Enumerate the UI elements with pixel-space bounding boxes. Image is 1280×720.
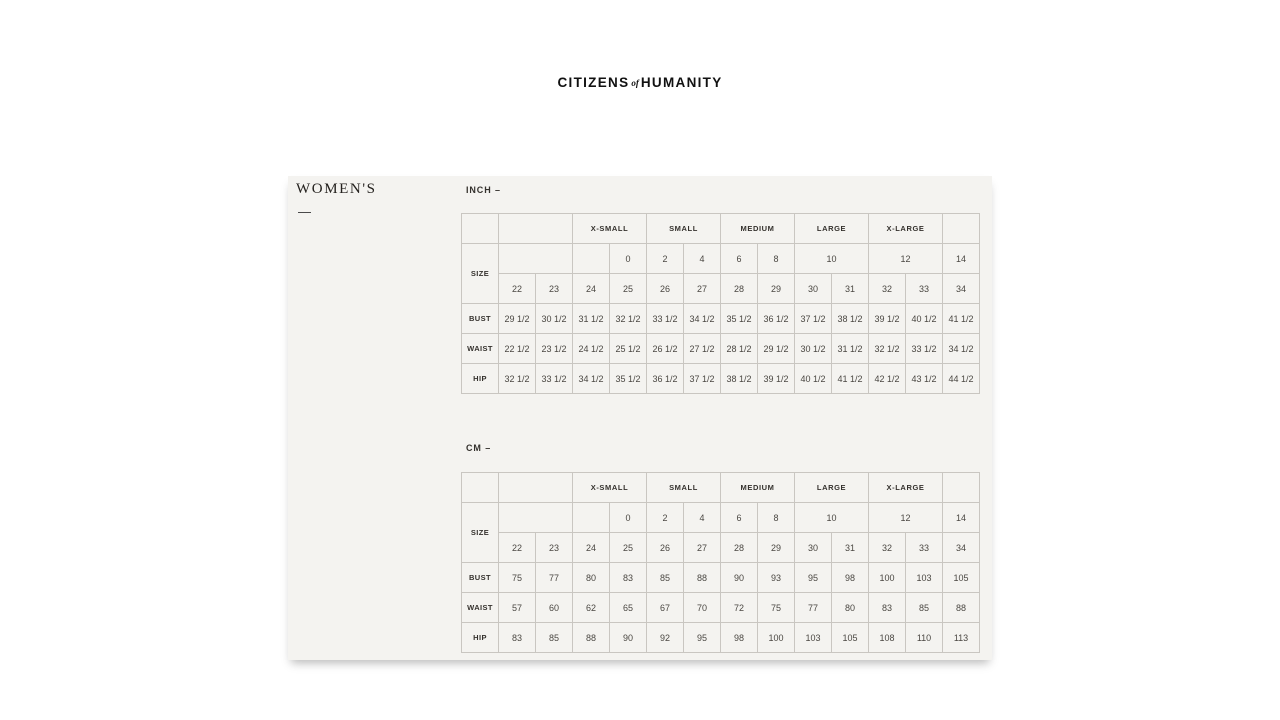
measure-value-cell: 32 1/2: [869, 334, 906, 364]
numeric-size-cell: [499, 503, 573, 533]
measure-value-cell: 26 1/2: [647, 334, 684, 364]
measure-value-cell: 57: [499, 593, 536, 623]
measure-value-cell: 98: [721, 623, 758, 653]
measure-value-cell: 77: [536, 563, 573, 593]
measure-value-cell: 83: [610, 563, 647, 593]
size-row-label: SIZE: [462, 244, 499, 304]
measure-value-cell: 24 1/2: [573, 334, 610, 364]
measure-row-label: WAIST: [462, 593, 499, 623]
measure-value-cell: 88: [684, 563, 721, 593]
numeric-size-cell: [573, 244, 610, 274]
numeric-size-cell: 12: [869, 244, 943, 274]
measure-value-cell: 27 1/2: [684, 334, 721, 364]
measure-row-label: BUST: [462, 304, 499, 334]
numeric-size-cell: 8: [758, 244, 795, 274]
measure-value-cell: 90: [721, 563, 758, 593]
measure-value-cell: 80: [573, 563, 610, 593]
numeric-size-cell: 10: [795, 244, 869, 274]
group-header-cell: X-LARGE: [869, 473, 943, 503]
measure-value-cell: 85: [906, 593, 943, 623]
inch-heading: INCH –: [466, 185, 501, 195]
measure-value-cell: 39 1/2: [869, 304, 906, 334]
measure-value-cell: 37 1/2: [684, 364, 721, 394]
column-size-cell: 23: [536, 274, 573, 304]
measure-value-cell: 35 1/2: [610, 364, 647, 394]
column-size-cell: 27: [684, 274, 721, 304]
column-size-cell: 34: [943, 533, 980, 563]
size-guide-panel: [288, 176, 992, 660]
measure-value-cell: 31 1/2: [832, 334, 869, 364]
measure-value-cell: 90: [610, 623, 647, 653]
column-size-cell: 31: [832, 533, 869, 563]
measure-value-cell: 75: [758, 593, 795, 623]
group-header-cell: X-SMALL: [573, 473, 647, 503]
numeric-size-cell: 2: [647, 244, 684, 274]
column-size-cell: 23: [536, 533, 573, 563]
measure-value-cell: 105: [943, 563, 980, 593]
column-size-cell: 24: [573, 533, 610, 563]
column-size-cell: 33: [906, 274, 943, 304]
numeric-size-cell: [573, 503, 610, 533]
measure-value-cell: 65: [610, 593, 647, 623]
numeric-size-cell: 14: [943, 503, 980, 533]
measure-value-cell: 33 1/2: [536, 364, 573, 394]
column-size-cell: 30: [795, 274, 832, 304]
measure-value-cell: 38 1/2: [832, 304, 869, 334]
measure-value-cell: 31 1/2: [573, 304, 610, 334]
measure-value-cell: 75: [499, 563, 536, 593]
group-header-cell: LARGE: [795, 473, 869, 503]
group-header-cell: LARGE: [795, 214, 869, 244]
numeric-size-cell: 4: [684, 503, 721, 533]
corner-cell: [462, 214, 499, 244]
column-size-cell: 25: [610, 274, 647, 304]
measure-value-cell: 23 1/2: [536, 334, 573, 364]
measure-value-cell: 93: [758, 563, 795, 593]
column-size-cell: 28: [721, 533, 758, 563]
measure-value-cell: 103: [795, 623, 832, 653]
column-size-cell: 33: [906, 533, 943, 563]
brand-humanity: HUMANITY: [640, 75, 723, 90]
measure-value-cell: 33 1/2: [647, 304, 684, 334]
numeric-size-cell: 4: [684, 244, 721, 274]
measure-value-cell: 38 1/2: [721, 364, 758, 394]
measure-value-cell: 29 1/2: [758, 334, 795, 364]
numeric-size-cell: 0: [610, 503, 647, 533]
brand-of: of: [631, 78, 639, 88]
measure-value-cell: 100: [869, 563, 906, 593]
measure-value-cell: 62: [573, 593, 610, 623]
brand-citizens: CITIZENS: [557, 75, 630, 90]
measure-value-cell: 30 1/2: [795, 334, 832, 364]
measure-value-cell: 28 1/2: [721, 334, 758, 364]
measure-value-cell: 67: [647, 593, 684, 623]
column-size-cell: 25: [610, 533, 647, 563]
measure-value-cell: 95: [684, 623, 721, 653]
measure-value-cell: 34 1/2: [573, 364, 610, 394]
measure-value-cell: 22 1/2: [499, 334, 536, 364]
measure-value-cell: 35 1/2: [721, 304, 758, 334]
measure-value-cell: 108: [869, 623, 906, 653]
column-size-cell: 30: [795, 533, 832, 563]
brand-logo: [0, 74, 1280, 92]
column-size-cell: 24: [573, 274, 610, 304]
group-header-cell: X-SMALL: [573, 214, 647, 244]
measure-value-cell: 85: [647, 563, 684, 593]
column-size-cell: 34: [943, 274, 980, 304]
measure-value-cell: 29 1/2: [499, 304, 536, 334]
measure-value-cell: 37 1/2: [795, 304, 832, 334]
measure-value-cell: 39 1/2: [758, 364, 795, 394]
group-header-cell: [499, 214, 573, 244]
measure-value-cell: 36 1/2: [647, 364, 684, 394]
measure-value-cell: 92: [647, 623, 684, 653]
measure-value-cell: 40 1/2: [906, 304, 943, 334]
measure-value-cell: 33 1/2: [906, 334, 943, 364]
measure-value-cell: 95: [795, 563, 832, 593]
column-size-cell: 28: [721, 274, 758, 304]
measure-value-cell: 88: [943, 593, 980, 623]
cm-heading: CM –: [466, 443, 492, 453]
measure-value-cell: 88: [573, 623, 610, 653]
measure-value-cell: 44 1/2: [943, 364, 980, 394]
size-row-label: SIZE: [462, 503, 499, 563]
measure-value-cell: 32 1/2: [499, 364, 536, 394]
column-size-cell: 31: [832, 274, 869, 304]
column-size-cell: 26: [647, 274, 684, 304]
numeric-size-cell: 2: [647, 503, 684, 533]
measure-row-label: HIP: [462, 623, 499, 653]
measure-row-label: HIP: [462, 364, 499, 394]
measure-value-cell: 30 1/2: [536, 304, 573, 334]
corner-cell: [462, 473, 499, 503]
group-header-cell: SMALL: [647, 473, 721, 503]
column-size-cell: 27: [684, 533, 721, 563]
measure-value-cell: 113: [943, 623, 980, 653]
measure-value-cell: 85: [536, 623, 573, 653]
group-header-cell: MEDIUM: [721, 214, 795, 244]
numeric-size-cell: 8: [758, 503, 795, 533]
womens-category-heading[interactable]: WOMEN'S: [296, 181, 377, 197]
numeric-size-cell: 6: [721, 503, 758, 533]
measure-row-label: BUST: [462, 563, 499, 593]
measure-value-cell: 70: [684, 593, 721, 623]
measure-value-cell: 103: [906, 563, 943, 593]
measure-value-cell: 41 1/2: [832, 364, 869, 394]
column-size-cell: 32: [869, 533, 906, 563]
numeric-size-cell: 10: [795, 503, 869, 533]
measure-value-cell: 100: [758, 623, 795, 653]
measure-value-cell: 98: [832, 563, 869, 593]
numeric-size-cell: 14: [943, 244, 980, 274]
column-size-cell: 29: [758, 533, 795, 563]
inch-size-table: [461, 213, 980, 394]
column-size-cell: 22: [499, 274, 536, 304]
group-header-cell: X-LARGE: [869, 214, 943, 244]
group-header-cell: [499, 473, 573, 503]
column-size-cell: 22: [499, 533, 536, 563]
measure-row-label: WAIST: [462, 334, 499, 364]
group-header-cell: [943, 473, 980, 503]
measure-value-cell: 83: [869, 593, 906, 623]
measure-value-cell: 40 1/2: [795, 364, 832, 394]
measure-value-cell: 110: [906, 623, 943, 653]
group-header-cell: [943, 214, 980, 244]
group-header-cell: MEDIUM: [721, 473, 795, 503]
measure-value-cell: 72: [721, 593, 758, 623]
measure-value-cell: 80: [832, 593, 869, 623]
measure-value-cell: 36 1/2: [758, 304, 795, 334]
cm-size-table: [461, 472, 980, 653]
column-size-cell: 26: [647, 533, 684, 563]
measure-value-cell: 60: [536, 593, 573, 623]
measure-value-cell: 77: [795, 593, 832, 623]
numeric-size-cell: [499, 244, 573, 274]
column-size-cell: 32: [869, 274, 906, 304]
group-header-cell: SMALL: [647, 214, 721, 244]
measure-value-cell: 42 1/2: [869, 364, 906, 394]
measure-value-cell: 41 1/2: [943, 304, 980, 334]
numeric-size-cell: 0: [610, 244, 647, 274]
measure-value-cell: 25 1/2: [610, 334, 647, 364]
measure-value-cell: 43 1/2: [906, 364, 943, 394]
measure-value-cell: 105: [832, 623, 869, 653]
heading-underline: [298, 212, 311, 213]
measure-value-cell: 32 1/2: [610, 304, 647, 334]
measure-value-cell: 34 1/2: [943, 334, 980, 364]
measure-value-cell: 83: [499, 623, 536, 653]
column-size-cell: 29: [758, 274, 795, 304]
numeric-size-cell: 12: [869, 503, 943, 533]
numeric-size-cell: 6: [721, 244, 758, 274]
measure-value-cell: 34 1/2: [684, 304, 721, 334]
